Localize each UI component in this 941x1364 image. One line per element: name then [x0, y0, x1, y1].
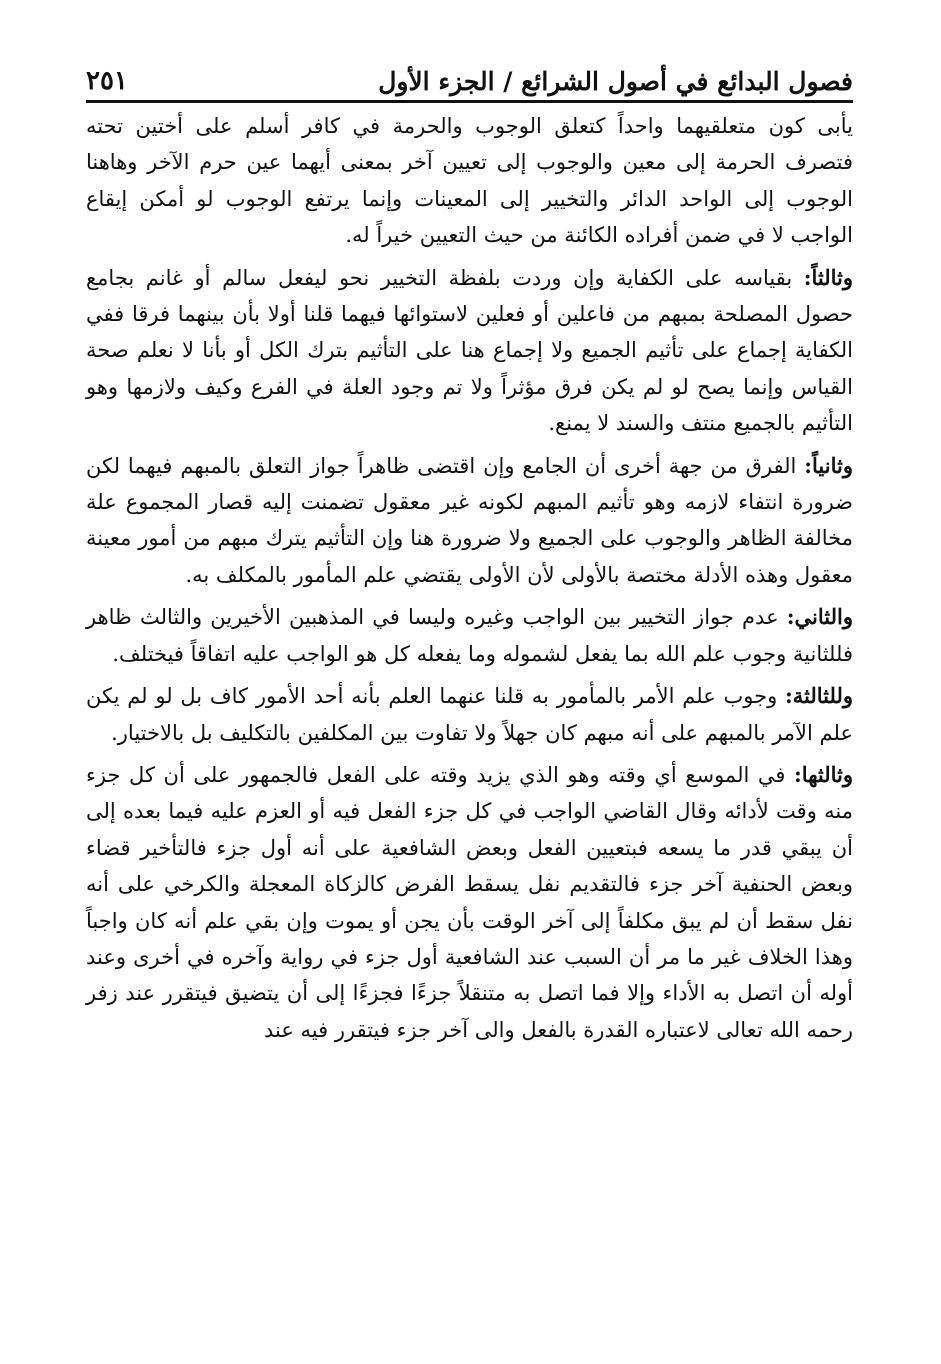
paragraph-text: الفرق من جهة أخرى أن الجامع وإن اقتضى ظاهراً جواز التعلق بالمبهم فيهما لكن ضرورة انتفاء لازمه وهو تأثيم المبهم لكونه غير معقول تضمنت إليه قصار المجموع علة مخالفة الظاهر والوجوب على الجميع ولا ضرورة هنا وإن التأثيم يترك مبهم من أمور معينة معقول وهذه الأدلة مختصة بالأولى لأن الأولى يقتضي علم المأمور بالمكلف به. — [86, 453, 853, 587]
paragraph-lead: وثالثاً: — [803, 264, 854, 290]
paragraph-lead: وثالثها: — [794, 761, 853, 787]
body-text — [86, 108, 853, 1054]
paragraph — [86, 757, 853, 1048]
paragraph-text: يأبى كون متعلقيهما واحداً كتعلق الوجوب والحرمة في كافر أسلم على أختين تحته فتصرف الحرمة إلى معين والوجوب إلى تعيين آخر بمعنى أيهما عين حرم الآخر وهاهنا الوجوب إلى الواحد الدائر والتخيير إلى المعينات وإنما يرتفع الوجوب لو أمكن إيقاع الواجب لا في ضمن أفراده الكائنة من حيث التعيين خيراً له. — [86, 114, 853, 248]
paragraph — [86, 678, 853, 751]
page-number: ٢٥١ — [86, 66, 128, 96]
paragraph-text: في الموسع أي وقته وهو الذي يزيد وقته على الفعل فالجمهور على أن كل جزء منه وقت لأدائه وقال القاضي الواجب في كل جزء الفعل فيه أو العزم عليه فيما بعده إلى أن يبقي قدر ما يسعه فبتعيين الفعل وبعض الشافعية على أنه أول جزء فالتأخير قضاء وبعض الحنفية آخر جزء فالتقديم نفل يسقط الفرض كالزكاة المعجلة والكرخي على أنه نفل سقط أن لم يبق مكلفاً إلى آخر الوقت بأن يجن أو يموت وإن بقي علم أنه كان واجباً وهذا الخلاف غير ما مر أن السبب عند الشافعية أول جزء في رواية وآخره في أخرى وعند أوله أن اتصل به الأداء وإلا فما اتصل به متنقلاً جزءًا فجزءًا إلى أن يتضيق فيتقرر عند زفر رحمه الله تعالى لاعتباره القدرة بالفعل والى آخر جزء فيتقرر فيه عند — [86, 762, 853, 1042]
paragraph — [86, 108, 853, 254]
paragraph-lead: وثانياً: — [804, 452, 853, 478]
book-title: فصول البدائع في أصول الشرائع / الجزء الأول — [378, 67, 853, 96]
paragraph-text: وجوب علم الأمر بالمأمور به قلنا عنهما العلم بأنه أحد الأمور كاف بل لو لم يكن علم الآمر بالمبهم على أنه مبهم كان جهلاً ولا تفاوت بين المكلفين بالتكليف بل بالاختيار. — [86, 684, 853, 745]
header-rule — [86, 100, 853, 103]
paragraph-text: عدم جواز التخيير بين الواجب وغيره وليسا في المذهبين الأخيرين والثالث ظاهر فللثانية وجوب علم الله بما يفعل لشموله وما يفعله كل هو الواجب عليه اتفاقاً فيختلف. — [86, 605, 853, 666]
paragraph-text: بقياسه على الكفاية وإن وردت بلفظة التخيير نحو ليفعل سالم أو غانم بجامع حصول المصلحة بمبهم من فاعلين أو فعلين لاستوائها فيهما قلنا أولا بأن بينهما فرقا ففي الكفاية إجماع على تأثيم الجميع ولا إجماع هنا على التأثيم بترك الكل أو بأنا لا نعلم صحة القياس وإنما يصح لو لم يكن فرق مؤثراً ولا تم وجود العلة في الفرع وكيف ولازمها وهو التأثيم بالجميع منتف والسند لا يمنع. — [86, 265, 853, 436]
running-header — [86, 50, 853, 96]
paragraph-lead: والثاني: — [786, 604, 853, 630]
paragraph-lead: وللثالثة: — [785, 683, 853, 709]
paragraph — [86, 599, 853, 672]
paragraph — [86, 448, 853, 594]
paragraph — [86, 260, 853, 442]
